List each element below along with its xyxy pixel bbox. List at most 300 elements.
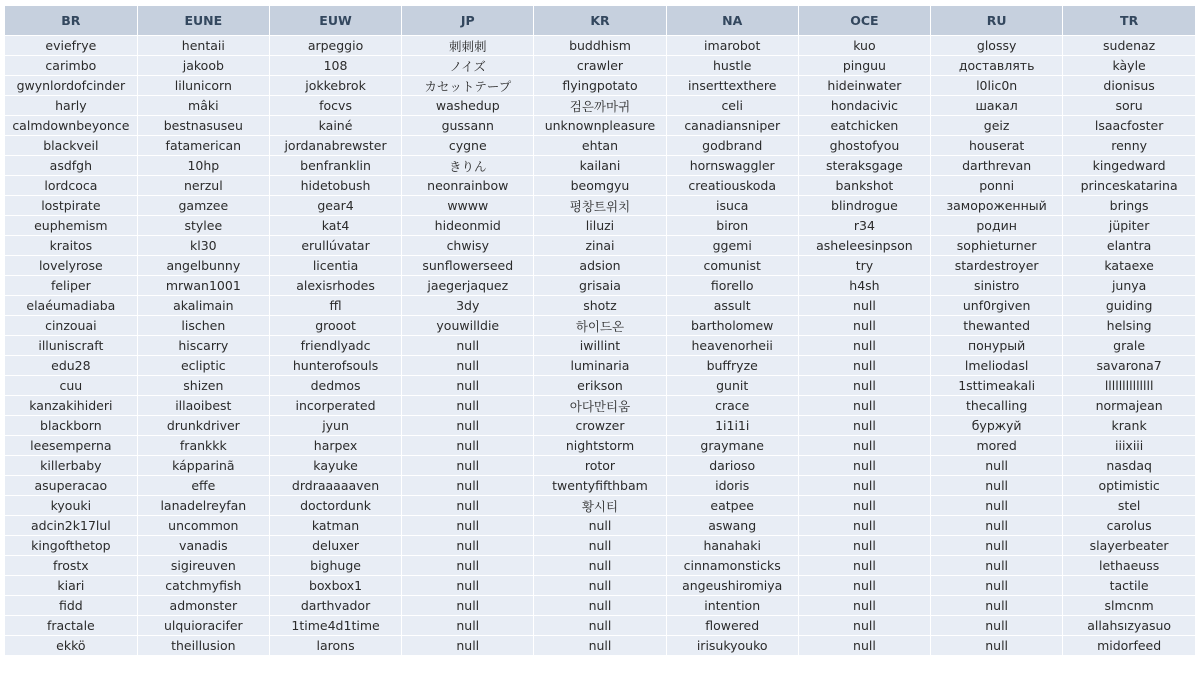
table-cell: crawler	[534, 56, 666, 76]
table-row	[5, 276, 1195, 296]
table-row	[5, 596, 1195, 616]
table-cell: понурый	[931, 336, 1063, 356]
table-cell: feliper	[5, 276, 137, 296]
table-cell: null	[931, 616, 1063, 636]
table-row	[5, 516, 1195, 536]
table-cell: lanadelreyfan	[137, 496, 269, 516]
table-cell: null	[931, 536, 1063, 556]
table-cell: graymane	[666, 436, 798, 456]
table-row	[5, 236, 1195, 256]
table-cell: pinguu	[798, 56, 930, 76]
table-cell: bartholomew	[666, 316, 798, 336]
table-cell: edu28	[5, 356, 137, 376]
table-cell: renny	[1063, 136, 1195, 156]
table-cell: unknownpleasure	[534, 116, 666, 136]
table-cell: null	[798, 536, 930, 556]
table-cell: irisukyouko	[666, 636, 798, 656]
table-cell: null	[798, 476, 930, 496]
table-cell: theillusion	[137, 636, 269, 656]
table-cell: incorperated	[269, 396, 401, 416]
table-cell: hiscarry	[137, 336, 269, 356]
table-cell: harly	[5, 96, 137, 116]
table-cell: normajean	[1063, 396, 1195, 416]
table-cell: larons	[269, 636, 401, 656]
table-cell: kápparinã	[137, 456, 269, 476]
table-cell: asuperacao	[5, 476, 137, 496]
table-cell: washedup	[402, 96, 534, 116]
table-cell: ponni	[931, 176, 1063, 196]
table-cell: hentaii	[137, 36, 269, 56]
table-cell: iwillint	[534, 336, 666, 356]
table-cell: eviefrye	[5, 36, 137, 56]
table-cell: luminaria	[534, 356, 666, 376]
column-header-ru: RU	[931, 6, 1063, 36]
table-cell: null	[402, 376, 534, 396]
table-cell: hideinwater	[798, 76, 930, 96]
table-row	[5, 396, 1195, 416]
table-row	[5, 436, 1195, 456]
table-cell: mâki	[137, 96, 269, 116]
table-cell: geiz	[931, 116, 1063, 136]
table-cell: lethaeuss	[1063, 556, 1195, 576]
table-cell: kainé	[269, 116, 401, 136]
table-cell: 刺刺刺	[402, 36, 534, 56]
table-cell: kuo	[798, 36, 930, 56]
table-cell: asheleesinpson	[798, 236, 930, 256]
table-cell: hidetobush	[269, 176, 401, 196]
table-cell: null	[534, 636, 666, 656]
table-cell: null	[798, 336, 930, 356]
table-cell: doctordunk	[269, 496, 401, 516]
table-cell: jüpiter	[1063, 216, 1195, 236]
table-cell: null	[798, 516, 930, 536]
table-cell: buddhism	[534, 36, 666, 56]
table-cell: lilunicorn	[137, 76, 269, 96]
table-cell: sinistro	[931, 276, 1063, 296]
table-cell: youwilldie	[402, 316, 534, 336]
table-cell: kl30	[137, 236, 269, 256]
table-cell: angelbunny	[137, 256, 269, 276]
table-cell: wwww	[402, 196, 534, 216]
table-cell: kailani	[534, 156, 666, 176]
table-cell: frostx	[5, 556, 137, 576]
table-cell: null	[798, 456, 930, 476]
table-cell: creatiouskoda	[666, 176, 798, 196]
table-cell: null	[931, 576, 1063, 596]
table-cell: midorfeed	[1063, 636, 1195, 656]
table-cell: hondacivic	[798, 96, 930, 116]
table-cell: ecliptic	[137, 356, 269, 376]
table-cell: killerbaby	[5, 456, 137, 476]
table-cell: aswang	[666, 516, 798, 536]
table-cell: cuu	[5, 376, 137, 396]
table-cell: null	[931, 456, 1063, 476]
table-cell: nerzul	[137, 176, 269, 196]
table-row	[5, 76, 1195, 96]
table-cell: cygne	[402, 136, 534, 156]
table-cell: shizen	[137, 376, 269, 396]
table-cell: 황시티	[534, 496, 666, 516]
table-cell: null	[798, 496, 930, 516]
table-cell: gear4	[269, 196, 401, 216]
table-cell: 10hp	[137, 156, 269, 176]
table-cell: null	[402, 496, 534, 516]
table-row	[5, 176, 1195, 196]
table-cell: blackveil	[5, 136, 137, 156]
table-cell: null	[798, 416, 930, 436]
table-cell: flyingpotato	[534, 76, 666, 96]
names-table-container	[5, 6, 1195, 656]
table-cell: 3dy	[402, 296, 534, 316]
table-cell: darioso	[666, 456, 798, 476]
table-cell: null	[798, 636, 930, 656]
table-body	[5, 36, 1195, 656]
table-cell: canadiansniper	[666, 116, 798, 136]
table-cell: ulquioracifer	[137, 616, 269, 636]
table-row	[5, 196, 1195, 216]
table-cell: elantra	[1063, 236, 1195, 256]
table-row	[5, 496, 1195, 516]
table-cell: ggemi	[666, 236, 798, 256]
table-cell: null	[402, 416, 534, 436]
table-cell: null	[534, 556, 666, 576]
table-cell: null	[931, 496, 1063, 516]
table-cell: iiixiii	[1063, 436, 1195, 456]
table-cell: доставлять	[931, 56, 1063, 76]
table-cell: l0lic0n	[931, 76, 1063, 96]
table-cell: grisaia	[534, 276, 666, 296]
table-header	[5, 6, 1195, 36]
table-cell: null	[402, 516, 534, 536]
table-cell: шакал	[931, 96, 1063, 116]
table-cell: null	[402, 536, 534, 556]
table-cell: krank	[1063, 416, 1195, 436]
table-cell: null	[798, 556, 930, 576]
table-cell: 하이드온	[534, 316, 666, 336]
table-cell: deluxer	[269, 536, 401, 556]
table-cell: замороженный	[931, 196, 1063, 216]
table-cell: stylee	[137, 216, 269, 236]
table-cell: intention	[666, 596, 798, 616]
table-cell: drdraaaaaven	[269, 476, 401, 496]
table-cell: 1sttimeakali	[931, 376, 1063, 396]
table-cell: biron	[666, 216, 798, 236]
table-cell: benfranklin	[269, 156, 401, 176]
table-cell: kàyle	[1063, 56, 1195, 76]
table-cell: bestnasuseu	[137, 116, 269, 136]
table-cell: gwynlordofcinder	[5, 76, 137, 96]
table-cell: drunkdriver	[137, 416, 269, 436]
table-cell: zinai	[534, 236, 666, 256]
table-cell: illuniscraft	[5, 336, 137, 356]
table-cell: hunterofsouls	[269, 356, 401, 376]
table-cell: 아다만티움	[534, 396, 666, 416]
table-cell: savarona7	[1063, 356, 1195, 376]
table-cell: kingedward	[1063, 156, 1195, 176]
table-cell: hideonmid	[402, 216, 534, 236]
table-row	[5, 216, 1195, 236]
table-cell: ghostofyou	[798, 136, 930, 156]
table-cell: r34	[798, 216, 930, 236]
table-cell: liluzi	[534, 216, 666, 236]
table-cell: erikson	[534, 376, 666, 396]
table-cell: godbrand	[666, 136, 798, 156]
table-cell: crowzer	[534, 416, 666, 436]
table-cell: kataexe	[1063, 256, 1195, 276]
table-row	[5, 556, 1195, 576]
table-cell: angeushiromiya	[666, 576, 798, 596]
table-cell: kat4	[269, 216, 401, 236]
table-row	[5, 536, 1195, 556]
table-cell: crace	[666, 396, 798, 416]
table-cell: darthrevan	[931, 156, 1063, 176]
table-cell: cinnamonsticks	[666, 556, 798, 576]
table-cell: hornswaggler	[666, 156, 798, 176]
table-cell: eatpee	[666, 496, 798, 516]
table-cell: fidd	[5, 596, 137, 616]
column-header-eune: EUNE	[137, 6, 269, 36]
table-row	[5, 316, 1195, 336]
table-row	[5, 416, 1195, 436]
table-cell: buffryze	[666, 356, 798, 376]
table-cell: null	[798, 396, 930, 416]
table-cell: null	[798, 616, 930, 636]
column-header-kr: KR	[534, 6, 666, 36]
table-cell: gamzee	[137, 196, 269, 216]
table-cell: null	[798, 316, 930, 336]
table-cell: houserat	[931, 136, 1063, 156]
table-cell: dedmos	[269, 376, 401, 396]
table-cell: erullúvatar	[269, 236, 401, 256]
table-cell: arpeggio	[269, 36, 401, 56]
table-cell: kanzakihideri	[5, 396, 137, 416]
column-header-tr: TR	[1063, 6, 1195, 36]
table-cell: frankkk	[137, 436, 269, 456]
table-cell: darthvador	[269, 596, 401, 616]
table-cell: bighuge	[269, 556, 401, 576]
table-cell: sunflowerseed	[402, 256, 534, 276]
table-row	[5, 616, 1195, 636]
table-row	[5, 136, 1195, 156]
column-header-na: NA	[666, 6, 798, 36]
table-cell: null	[931, 556, 1063, 576]
table-cell: null	[402, 616, 534, 636]
table-cell: ekkö	[5, 636, 137, 656]
table-cell: null	[402, 396, 534, 416]
table-cell: grale	[1063, 336, 1195, 356]
table-cell: null	[534, 516, 666, 536]
table-cell: 1i1i1i	[666, 416, 798, 436]
table-cell: calmdownbeyonce	[5, 116, 137, 136]
table-row	[5, 336, 1195, 356]
table-cell: nasdaq	[1063, 456, 1195, 476]
table-cell: admonster	[137, 596, 269, 616]
table-cell: try	[798, 256, 930, 276]
table-cell: llllllllllllll	[1063, 376, 1195, 396]
table-cell: null	[534, 576, 666, 596]
table-row	[5, 376, 1195, 396]
table-cell: uncommon	[137, 516, 269, 536]
table-cell: sudenaz	[1063, 36, 1195, 56]
table-cell: slmcnm	[1063, 596, 1195, 616]
table-cell: assult	[666, 296, 798, 316]
table-cell: jaegerjaquez	[402, 276, 534, 296]
table-cell: alexisrhodes	[269, 276, 401, 296]
table-cell: null	[402, 476, 534, 496]
table-cell: буржуй	[931, 416, 1063, 436]
table-cell: 108	[269, 56, 401, 76]
table-cell: fatamerican	[137, 136, 269, 156]
table-cell: きりん	[402, 156, 534, 176]
table-cell: fractale	[5, 616, 137, 636]
table-cell: celi	[666, 96, 798, 116]
table-cell: catchmyfish	[137, 576, 269, 596]
table-cell: jyun	[269, 416, 401, 436]
table-cell: vanadis	[137, 536, 269, 556]
table-cell: hanahaki	[666, 536, 798, 556]
table-cell: focvs	[269, 96, 401, 116]
table-cell: 검은까마귀	[534, 96, 666, 116]
table-cell: adsion	[534, 256, 666, 276]
table-cell: hustle	[666, 56, 798, 76]
table-cell: null	[798, 596, 930, 616]
table-cell: fiorello	[666, 276, 798, 296]
table-cell: allahsızyasuo	[1063, 616, 1195, 636]
table-cell: asdfgh	[5, 156, 137, 176]
table-cell: kraitos	[5, 236, 137, 256]
table-row	[5, 116, 1195, 136]
table-cell: ffl	[269, 296, 401, 316]
region-names-table	[5, 6, 1195, 656]
table-cell: h4sh	[798, 276, 930, 296]
table-cell: grooot	[269, 316, 401, 336]
table-cell: illaoibest	[137, 396, 269, 416]
table-cell: stel	[1063, 496, 1195, 516]
table-cell: steraksgage	[798, 156, 930, 176]
table-row	[5, 356, 1195, 376]
table-cell: sigireuven	[137, 556, 269, 576]
table-row	[5, 256, 1195, 276]
table-cell: kyouki	[5, 496, 137, 516]
table-row	[5, 576, 1195, 596]
table-row	[5, 296, 1195, 316]
table-cell: родин	[931, 216, 1063, 236]
table-cell: soru	[1063, 96, 1195, 116]
table-cell: inserttexthere	[666, 76, 798, 96]
column-header-jp: JP	[402, 6, 534, 36]
table-cell: jakoob	[137, 56, 269, 76]
table-cell: null	[534, 616, 666, 636]
table-cell: adcin2k17lul	[5, 516, 137, 536]
table-cell: null	[798, 576, 930, 596]
table-cell: eatchicken	[798, 116, 930, 136]
table-cell: mrwan1001	[137, 276, 269, 296]
table-cell: lsaacfoster	[1063, 116, 1195, 136]
table-cell: elaéumadiaba	[5, 296, 137, 316]
table-cell: twentyfifthbam	[534, 476, 666, 496]
table-cell: friendlyadc	[269, 336, 401, 356]
table-cell: lordcoca	[5, 176, 137, 196]
table-cell: shotz	[534, 296, 666, 316]
column-header-oce: OCE	[798, 6, 930, 36]
table-cell: beomgyu	[534, 176, 666, 196]
table-cell: gunit	[666, 376, 798, 396]
table-cell: princeskatarina	[1063, 176, 1195, 196]
column-header-br: BR	[5, 6, 137, 36]
table-cell: null	[798, 296, 930, 316]
table-cell: carolus	[1063, 516, 1195, 536]
table-row	[5, 636, 1195, 656]
table-cell: guiding	[1063, 296, 1195, 316]
table-cell: jordanabrewster	[269, 136, 401, 156]
table-cell: nightstorm	[534, 436, 666, 456]
table-row	[5, 476, 1195, 496]
table-cell: stardestroyer	[931, 256, 1063, 276]
table-cell: null	[798, 356, 930, 376]
table-cell: null	[402, 636, 534, 656]
table-cell: neonrainbow	[402, 176, 534, 196]
table-cell: kayuke	[269, 456, 401, 476]
table-cell: null	[402, 336, 534, 356]
table-cell: euphemism	[5, 216, 137, 236]
table-cell: null	[402, 456, 534, 476]
table-cell: bankshot	[798, 176, 930, 196]
table-cell: null	[798, 376, 930, 396]
table-cell: boxbox1	[269, 576, 401, 596]
table-cell: lischen	[137, 316, 269, 336]
table-cell: null	[931, 636, 1063, 656]
table-cell: null	[534, 536, 666, 556]
table-cell: gussann	[402, 116, 534, 136]
table-cell: ノイズ	[402, 56, 534, 76]
table-cell: ehtan	[534, 136, 666, 156]
table-cell: licentia	[269, 256, 401, 276]
table-cell: optimistic	[1063, 476, 1195, 496]
table-cell: kingofthetop	[5, 536, 137, 556]
table-cell: null	[931, 596, 1063, 616]
table-cell: dionisus	[1063, 76, 1195, 96]
table-cell: katman	[269, 516, 401, 536]
table-cell: blackborn	[5, 416, 137, 436]
table-row	[5, 36, 1195, 56]
table-cell: flowered	[666, 616, 798, 636]
table-row	[5, 96, 1195, 116]
table-cell: idoris	[666, 476, 798, 496]
table-row	[5, 456, 1195, 476]
table-cell: thewanted	[931, 316, 1063, 336]
table-cell: tactile	[1063, 576, 1195, 596]
table-cell: null	[402, 576, 534, 596]
table-cell: heavenorheii	[666, 336, 798, 356]
column-header-euw: EUW	[269, 6, 401, 36]
table-cell: chwisy	[402, 236, 534, 256]
table-cell: 평창트위치	[534, 196, 666, 216]
table-cell: rotor	[534, 456, 666, 476]
table-cell: helsing	[1063, 316, 1195, 336]
table-cell: harpex	[269, 436, 401, 456]
table-cell: akalimain	[137, 296, 269, 316]
table-cell: glossy	[931, 36, 1063, 56]
table-cell: brings	[1063, 196, 1195, 216]
table-cell: sophieturner	[931, 236, 1063, 256]
table-cell: imarobot	[666, 36, 798, 56]
table-cell: null	[931, 476, 1063, 496]
table-cell: null	[931, 516, 1063, 536]
table-row	[5, 56, 1195, 76]
table-cell: thecalling	[931, 396, 1063, 416]
table-cell: 1time4d1time	[269, 616, 401, 636]
table-cell: carimbo	[5, 56, 137, 76]
